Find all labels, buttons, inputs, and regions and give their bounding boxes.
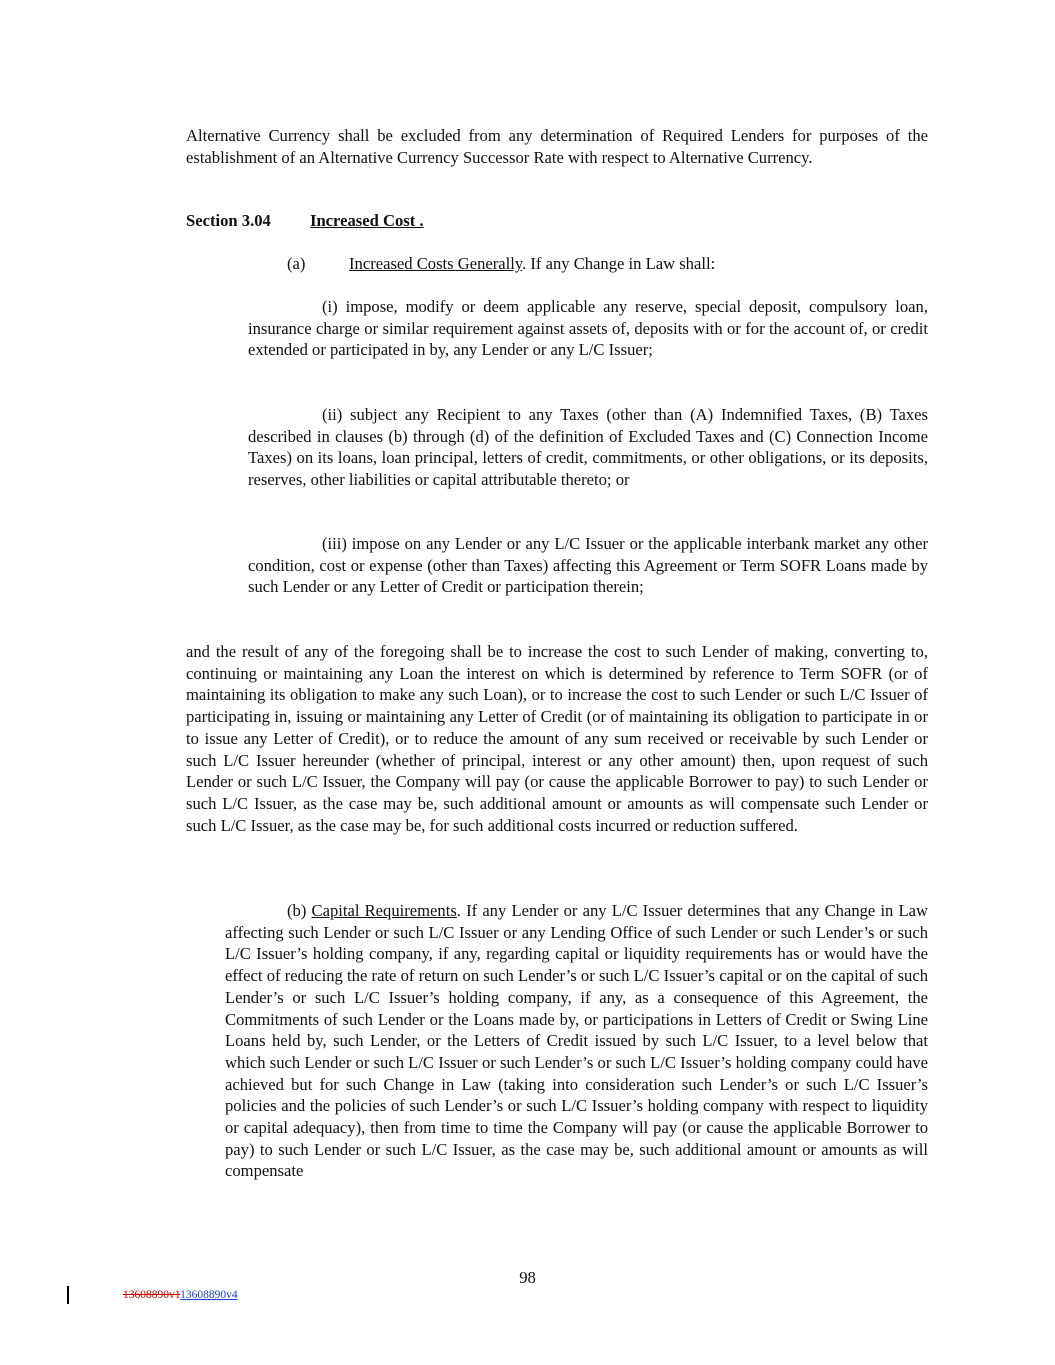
continuation-paragraph: Alternative Currency shall be excluded from any determination of Required Lenders for purposes of the establishment of an Alternative Currency Successor Rate with respect to Alternative Currency.: [186, 126, 928, 167]
subsection-a-title: Increased Costs Generally: [349, 254, 523, 273]
document-id: [123, 1289, 238, 1301]
page-number: 98: [519, 1268, 536, 1287]
subsection-a-heading: [287, 254, 715, 274]
subsection-b-title: Capital Requirements: [311, 901, 457, 920]
subsection-a-label: (a): [287, 254, 306, 273]
clause-i: (i) impose, modify or deem applicable any reserve, special deposit, compulsory loan, insurance charge or similar requirement against assets of, deposits with or for the account of, or credit extended or participated in by, any Lender or any L/C Issuer;: [248, 297, 928, 360]
document-id-inserted: 13608890v4: [180, 1289, 238, 1301]
subsection-b: [225, 900, 928, 1182]
result-paragraph: and the result of any of the foregoing shall be to increase the cost to such Lender of making, converting to, continuing or maintaining any Loan the interest on which is determined by reference to Term SOFR (or of maintaining its obligation to make any such Loan), or to increase the cost to such Lender or such L/C Issuer of participating in, issuing or maintaining any Letter of Credit (or of maintaining its obligation to participate in or to issue any Letter of Credit), or to reduce the amount of any sum received or receivable by such Lender or such L/C Issuer hereunder (whether of principal, interest or any other amount) then, upon request of such Lender or such L/C Issuer, the Company will pay (or cause the applicable Borrower to pay) to such Lender or such L/C Issuer, as the case may be, such additional amount or amounts as will compensate such Lender or such L/C Issuer, as the case may be, for such additional costs incurred or reduction suffered.: [186, 642, 928, 835]
section-heading: [186, 211, 424, 231]
clause-iii: (iii) impose on any Lender or any L/C Issuer or the applicable interbank market any other condition, cost or expense (other than Taxes) affecting this Agreement or Term SOFR Loans made by such Lender or any Letter of Credit or participation therein;: [248, 534, 928, 597]
change-bar: [67, 1286, 69, 1304]
clause-ii: (ii) subject any Recipient to any Taxes (other than (A) Indemnified Taxes, (B) Taxes described in clauses (b) through (d) of the definition of Excluded Taxes and (C) Connection Income Taxes) on its loans, loan principal, letters of credit, commitments, or other obligations, or its deposits, reserves, other liabilities or capital attributable thereto; or: [248, 405, 928, 490]
section-title: Increased Cost .: [310, 211, 424, 230]
subsection-b-label: (b): [287, 901, 307, 920]
subsection-b-text: . If any Lender or any L/C Issuer determines that any Change in Law affecting such Lender or such L/C Issuer or any Lending Office of such Lender or such Lender’s or such L/C Issuer’s holding company, if any, regarding capital or liquidity requirements has or would have the effect of reducing the rate of return on such Lender’s or such L/C Issuer’s capital or on the capital of such Lender’s or such L/C Issuer’s holding company, if any, as a consequence of this Agreement, the Commitments of such Lender or the Loans made by, or participations in Letters of Credit or Swing Line Loans held by, such Lender, or the Letters of Credit issued by such L/C Issuer, to a level below that which such Lender or such L/C Issuer or such Lender’s or such L/C Issuer’s holding company could have achieved but for such Change in Law (taking into consideration such Lender’s or such L/C Issuer’s policies and the policies of such Lender’s or such L/C Issuer’s holding company with respect to liquidity or capital adequacy), then from time to time the Company will pay (or cause the applicable Borrower to pay) to such Lender or such L/C Issuer, as the case may be, such additional amount or amounts as will compensate: [225, 901, 928, 1181]
document-id-deleted: 13608890v1: [123, 1289, 181, 1301]
subsection-a-text: . If any Change in Law shall:: [522, 254, 716, 273]
section-number: Section 3.04: [186, 211, 271, 230]
